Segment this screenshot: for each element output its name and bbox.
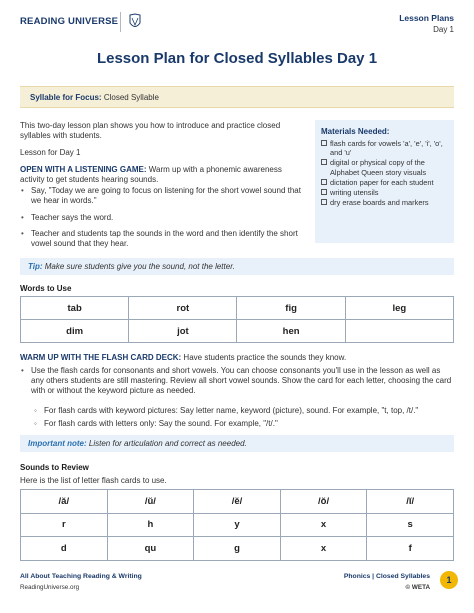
checkbox-icon	[321, 199, 327, 205]
list-item: • Teacher and students tap the sounds in the word and then identify the short vowel sound that they hear.	[20, 229, 305, 249]
day-label: Day 1	[433, 25, 454, 34]
table-row	[21, 537, 454, 561]
word-cell: hen	[237, 320, 345, 343]
list-item: ◦ For flash cards with letters only: Say the sound. For example, "/t/."	[33, 419, 454, 429]
listening-text: Warm up with a phonemic awareness activity to get students hearing sounds.	[20, 165, 282, 184]
flash-bullet-list	[20, 366, 454, 396]
note-text: Listen for articulation and correct as needed.	[88, 439, 247, 448]
note-label: Important note:	[28, 439, 87, 448]
listening-bullet-2-list	[20, 213, 305, 223]
sound-cell: h	[107, 513, 194, 537]
footer-title: All About Teaching Reading & Writing	[20, 573, 142, 580]
section-label: Lesson Plans	[399, 13, 454, 23]
materials-item: dictation paper for each student	[321, 178, 448, 187]
page-title: Lesson Plan for Closed Syllables Day 1	[96, 50, 378, 67]
reading-universe-logo: READING UNIVERSE	[20, 16, 119, 27]
listening-heading: OPEN WITH A LISTENING GAME:	[20, 165, 147, 174]
materials-item: dry erase boards and markers	[321, 198, 448, 207]
flash-sub-bullet-1-list	[33, 406, 454, 416]
footer-category: Phonics | Closed Syllables	[343, 573, 430, 580]
flash-text: Have students practice the sounds they know.	[183, 353, 347, 362]
sound-cell: f	[367, 537, 454, 561]
list-item: ◦ For flash cards with keyword pictures: Say letter name, keyword (picture), sound. For example, "t, top, /t/."	[33, 406, 454, 416]
sound-cell: /ŏ/	[280, 490, 367, 514]
tip-callout	[20, 258, 454, 275]
word-cell: fig	[237, 297, 345, 320]
words-table	[20, 296, 454, 343]
table-row	[21, 320, 454, 343]
sound-cell: r	[21, 513, 108, 537]
word-cell	[345, 320, 453, 343]
sound-cell: /ĕ/	[194, 490, 281, 514]
checkbox-icon	[321, 140, 327, 146]
sounds-table	[20, 489, 454, 561]
listening-bullet-1-list	[20, 186, 305, 206]
sound-cell: /ĭ/	[367, 490, 454, 514]
materials-heading: Materials Needed:	[321, 127, 390, 136]
words-heading: Words to Use	[20, 284, 72, 293]
listening-bullet-3-list	[20, 229, 305, 249]
listening-game-section	[20, 165, 305, 185]
footer-copyright: © WETA	[405, 584, 430, 591]
sound-cell: qu	[107, 537, 194, 561]
important-note-callout	[20, 435, 454, 452]
list-item: • Say, "Today we are going to focus on listening for the short vowel sound that we hear in words."	[20, 186, 305, 206]
checkbox-icon	[321, 189, 327, 195]
flash-card-section	[20, 353, 454, 363]
page-number-badge: 1	[440, 571, 458, 589]
list-item: • Use the flash cards for consonants and short vowels. You can choose consonants you'll use in the lesson as well as any others students are still mastering. Review all short vowel sounds. Show the card for each letter, choosing the card with or without the keyword picture as needed.	[20, 366, 454, 396]
sound-cell: y	[194, 513, 281, 537]
sounds-heading: Sounds to Review	[20, 463, 89, 472]
tip-label: Tip:	[28, 262, 43, 271]
sound-cell: s	[367, 513, 454, 537]
sound-cell: x	[280, 537, 367, 561]
list-item: • Teacher says the word.	[20, 213, 305, 223]
flash-sub-bullet-2-list	[33, 419, 454, 429]
intro-paragraph: This two-day lesson plan shows you how to introduce and practice closed syllables with students.	[20, 121, 281, 140]
footer-url: ReadingUniverse.org	[20, 584, 80, 591]
focus-value: Closed Syllable	[103, 93, 159, 102]
word-cell: rot	[129, 297, 237, 320]
materials-item: digital or physical copy of the Alphabet Queen story visuals	[321, 158, 448, 176]
tip-text: Make sure students give you the sound, not the letter.	[44, 262, 235, 271]
logo-divider	[120, 12, 121, 32]
lesson-day-label: Lesson for Day 1	[20, 148, 81, 157]
flash-heading: WARM UP WITH THE FLASH CARD DECK:	[20, 353, 182, 362]
word-cell: tab	[21, 297, 129, 320]
sounds-intro: Here is the list of letter flash cards to use.	[20, 476, 167, 485]
word-cell: leg	[345, 297, 453, 320]
sound-cell: /ŭ/	[107, 490, 194, 514]
sound-cell: /ă/	[21, 490, 108, 514]
table-row	[21, 490, 454, 514]
checkbox-icon	[321, 159, 327, 165]
sound-cell: g	[194, 537, 281, 561]
materials-item: flash cards for vowels 'a', 'e', 'i', 'o', and 'u'	[321, 139, 448, 157]
page-header	[0, 0, 474, 44]
materials-box	[315, 120, 454, 243]
word-cell: jot	[129, 320, 237, 343]
word-cell: dim	[21, 320, 129, 343]
checkbox-icon	[321, 179, 327, 185]
sound-cell: d	[21, 537, 108, 561]
table-row	[21, 297, 454, 320]
focus-label: Syllable for Focus:	[30, 93, 102, 102]
table-row	[21, 513, 454, 537]
materials-item: writing utensils	[321, 188, 448, 197]
weta-logo-icon	[128, 13, 142, 31]
sound-cell: x	[280, 513, 367, 537]
syllable-focus-bar	[20, 86, 454, 108]
